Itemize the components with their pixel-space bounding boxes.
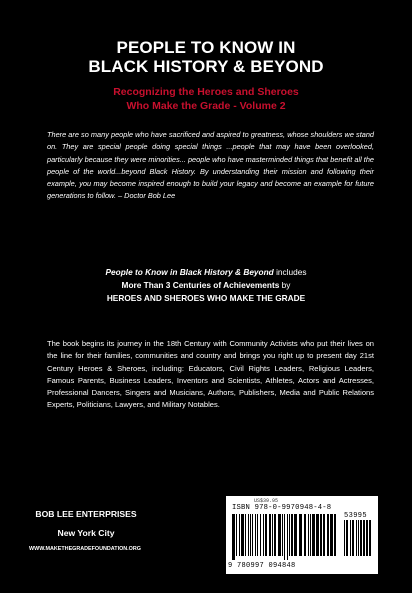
barcode-bar [272, 514, 273, 556]
barcode-bar [250, 514, 251, 556]
barcode-bar [352, 520, 354, 556]
barcode-bar [245, 514, 246, 556]
barcode-bar [308, 514, 309, 556]
barcode-bar [358, 520, 359, 556]
title-line-2: BLACK HISTORY & BEYOND [88, 57, 324, 76]
barcode-bar [284, 514, 285, 560]
includes-word: includes [273, 267, 307, 277]
ean-barcode-bars [232, 514, 340, 560]
barcode-bar [255, 514, 256, 556]
barcode-bar [263, 514, 264, 556]
barcode-bar [316, 514, 319, 556]
title-line-1: PEOPLE TO KNOW IN [116, 38, 296, 57]
book-name: People to Know in Black History & Beyond [105, 267, 274, 277]
barcode-bar [260, 514, 261, 556]
isbn-label: ISBN 978-0-9970948-4-8 [232, 504, 332, 512]
barcode-bar [360, 520, 362, 556]
barcode-bar [344, 520, 345, 556]
barcode-bar [236, 514, 237, 556]
publisher-url: WWW.MAKETHEGRADEFOUNDATION.ORG [29, 546, 141, 552]
centuries-text: More Than 3 Centuries of Achievements [121, 280, 280, 291]
barcode-bar [299, 514, 302, 556]
barcode-bar [330, 514, 333, 556]
publisher-name: BOB LEE ENTERPRISES [35, 509, 137, 519]
barcode-bar [356, 520, 357, 556]
includes-line-2 [30, 279, 382, 292]
barcode-bar [304, 514, 306, 556]
barcode-bar [294, 514, 297, 556]
book-subtitle [0, 85, 412, 113]
barcode-bar [257, 514, 258, 556]
price-label: US$39.95 [254, 498, 279, 504]
barcode-bar [334, 514, 336, 556]
barcode-bar [350, 520, 351, 556]
barcode-bar [312, 514, 315, 556]
subtitle-line-2: Who Make the Grade - Volume 2 [126, 100, 286, 112]
includes-line-3: HEROES AND SHEROES WHO MAKE THE GRADE [106, 293, 306, 304]
barcode-bar [252, 514, 253, 556]
barcode-bar [366, 520, 368, 556]
isbn-barcode [226, 496, 378, 574]
barcode-bar [310, 514, 311, 556]
subtitle-line-1: Recognizing the Heroes and Sheroes [113, 86, 299, 98]
barcode-bar [369, 520, 371, 556]
barcode-bar [363, 520, 365, 556]
barcode-bar [327, 514, 329, 556]
barcode-bar [248, 514, 249, 556]
publisher-city: New York City [57, 528, 115, 538]
barcode-bar [346, 520, 348, 556]
barcode-bar [269, 514, 271, 556]
includes-block [30, 266, 382, 306]
barcode-bar [232, 514, 235, 560]
barcode-bar [265, 514, 267, 556]
barcode-bar [278, 514, 281, 556]
author-quote: There are so many people who have sacrificed and aspired to greatness, whose shoulders we stand on. They are special people doing special things ...people that may have been overlooked, particularly because they were minorities... people who have masterminded things that benefit all the people of the world...beyond Black History. By understanding their mission and following their example, you may become inspired enough to build your legacy and become an example for future generations to follow. – Doctor Bob Lee [47, 130, 374, 201]
includes-line-1 [30, 266, 382, 279]
barcode-bar [287, 514, 288, 560]
publisher-block [30, 508, 142, 556]
barcode-bar [241, 514, 244, 556]
barcode-bar [289, 514, 290, 556]
addon-barcode-bars [344, 520, 374, 560]
barcode-bar [282, 514, 283, 556]
barcode-bar [291, 514, 293, 556]
barcode-bar [323, 514, 325, 556]
by-word: by [279, 280, 291, 291]
barcode-bar [320, 514, 322, 556]
ean-digits: 9 780997 094848 [228, 562, 296, 570]
barcode-bar [239, 514, 240, 556]
barcode-bar [274, 514, 276, 556]
description-text: The book begins its journey in the 18th Century with Community Activists who put their lives on the line for their families, communities and country and brings you right up to present day 21st Century Heroes & Sheroes, including: Educators, Civil Rights Leaders, Religious Leaders, Famous Parents, Business Leaders, Inventors and Scientists, Athletes, Actors and Actresses, Professional Dancers, Singers and Musicians, Authors, Publishers, Media and Public Relations Experts, Politicians, Lawyers, and Military Notables. [47, 339, 374, 410]
addon-digits: 53995 [344, 512, 368, 520]
book-title [0, 38, 412, 76]
